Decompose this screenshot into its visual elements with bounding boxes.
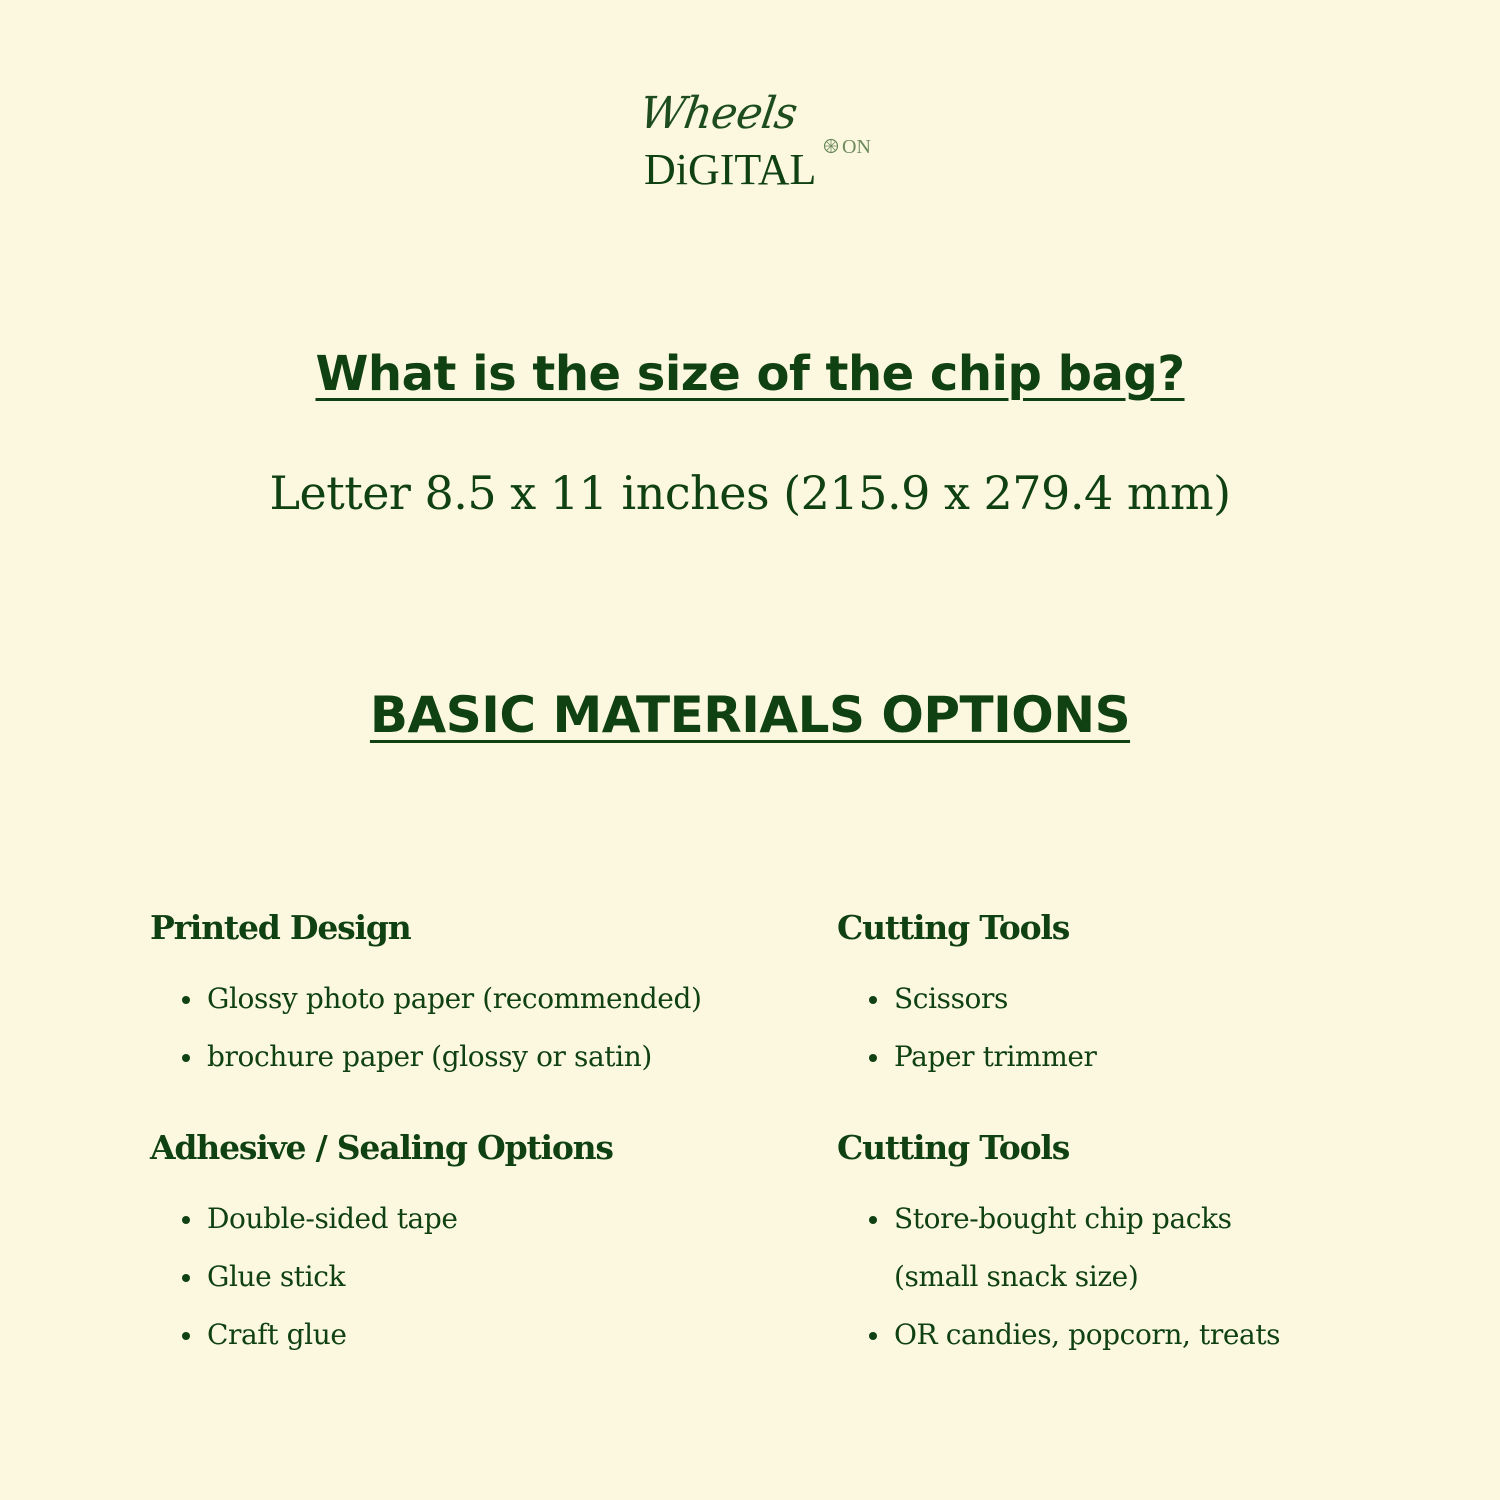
question-heading: What is the size of the chip bag? — [315, 346, 1185, 402]
logo-suffix-text: ON — [842, 136, 871, 158]
list-item: OR candies, popcorn, treats — [869, 1306, 1280, 1364]
list-item: Craft glue — [182, 1306, 613, 1364]
section-adhesive-options — [150, 1128, 613, 1364]
section-title: Cutting Tools — [837, 1128, 1070, 1167]
list-item-line: (small snack size) — [894, 1260, 1139, 1293]
logo-main-text: DiGITAL — [644, 145, 817, 194]
list-item-line: Store-bought chip packs — [894, 1202, 1232, 1235]
wheel-icon — [823, 138, 839, 154]
section-title: Printed Design — [150, 908, 411, 947]
item-list — [150, 1190, 613, 1364]
item-list — [837, 1190, 1280, 1364]
item-list — [150, 970, 702, 1086]
list-item: Paper trimmer — [869, 1028, 1097, 1086]
section-cutting-tools-2 — [837, 1128, 1280, 1364]
brand-logo — [630, 88, 870, 196]
item-list — [837, 970, 1097, 1086]
list-item: Double-sided tape — [182, 1190, 613, 1248]
list-item — [869, 1190, 1280, 1306]
section-cutting-tools — [837, 908, 1097, 1086]
logo-script-text: Wheels — [636, 88, 800, 139]
list-item: Scissors — [869, 970, 1097, 1028]
materials-heading: BASIC MATERIALS OPTIONS — [369, 686, 1131, 744]
list-item: Glossy photo paper (recommended) — [182, 970, 702, 1028]
section-title: Cutting Tools — [837, 908, 1070, 947]
section-printed-design — [150, 908, 702, 1086]
section-title: Adhesive / Sealing Options — [150, 1128, 613, 1167]
bag-size-text: Letter 8.5 x 11 inches (215.9 x 279.4 mm) — [269, 466, 1231, 520]
list-item: Glue stick — [182, 1248, 613, 1306]
list-item: brochure paper (glossy or satin) — [182, 1028, 702, 1086]
